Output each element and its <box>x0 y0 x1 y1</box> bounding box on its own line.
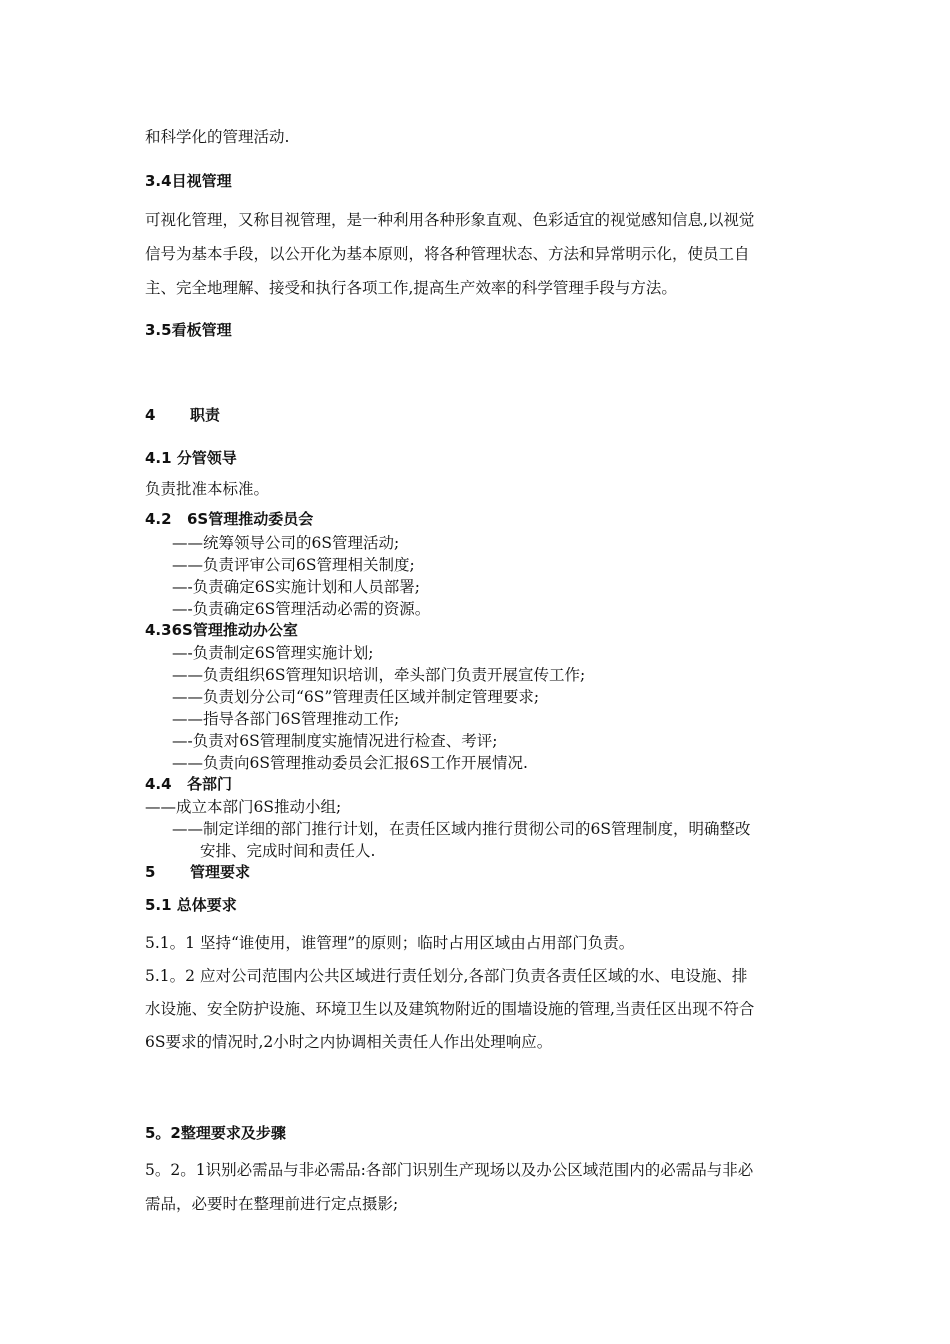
paragraph-line-text: 可视化管理，又称目视管理，是一种利用各种形象直观、色彩适宜的视觉感知信息,以视觉 <box>145 211 755 229</box>
section-heading-4-4: 各部门 <box>187 775 233 793</box>
paragraph-line <box>145 1160 805 1180</box>
section-heading-4-2: 6S管理推动委员会 <box>187 510 314 528</box>
section-heading-3-4: 3.4目视管理 <box>145 172 232 190</box>
list-item <box>172 819 806 839</box>
paragraph-line: 5.1。1 坚持“谁使用，谁管理”的原则；临时占用区域由占用部门负责。 <box>145 934 635 952</box>
paragraph-line: 负责批准本标准。 <box>145 480 270 498</box>
list-item-continuation: 安排、完成时间和责任人. <box>200 842 376 860</box>
section-heading-5-1: 5.1 总体要求 <box>145 896 237 914</box>
list-item: ——成立本部门6S推动小组; <box>145 798 342 816</box>
paragraph-line <box>145 210 805 230</box>
paragraph-line <box>145 999 805 1019</box>
list-item: ——负责评审公司6S管理相关制度; <box>172 556 415 574</box>
paragraph-line-text: 5.1。2 应对公司范围内公共区域进行责任划分,各部门负责各责任区域的水、电设施、排 <box>145 967 748 985</box>
section-number-4-4: 4.4 <box>145 775 172 793</box>
list-item: ——负责划分公司“6S”管理责任区域并制定管理要求; <box>172 688 540 706</box>
list-item-text: ——制定详细的部门推行计划，在责任区域内推行贯彻公司的6S管理制度，明确整改 <box>172 820 751 838</box>
paragraph-line: 需品，必要时在整理前进行定点摄影; <box>145 1195 399 1213</box>
list-item: ——统筹领导公司的6S管理活动; <box>172 534 400 552</box>
paragraph-line-text: 5。2。1识别必需品与非必需品:各部门识别生产现场以及办公区域范围内的必需品与非必 <box>145 1161 754 1179</box>
paragraph-line: 和科学化的管理活动. <box>145 128 290 146</box>
list-item: —-负责确定6S管理活动必需的资源。 <box>172 600 431 618</box>
list-item: —-负责制定6S管理实施计划; <box>172 644 374 662</box>
section-number-4: 4 <box>145 406 156 424</box>
list-item: ——指导各部门6S管理推动工作; <box>172 710 400 728</box>
section-heading-4-1: 4.1 分管领导 <box>145 449 237 467</box>
paragraph-line-text: 信号为基本手段，以公开化为基本原则，将各种管理状态、方法和异常明示化，使员工自 <box>145 245 750 263</box>
paragraph-line: 6S要求的情况时,2小时之内协调相关责任人作出处理响应。 <box>145 1033 553 1051</box>
list-item: ——负责向6S管理推动委员会汇报6S工作开展情况. <box>172 754 528 772</box>
section-heading-5: 管理要求 <box>190 863 251 881</box>
section-heading-4-3: 4.36S管理推动办公室 <box>145 621 298 639</box>
paragraph-line <box>145 244 805 264</box>
list-item: —-负责确定6S实施计划和人员部署; <box>172 578 420 596</box>
section-heading-4: 职责 <box>190 406 221 424</box>
section-number-4-2: 4.2 <box>145 510 172 528</box>
paragraph-line-text: 水设施、安全防护设施、环境卫生以及建筑物附近的围墙设施的管理,当责任区出现不符合 <box>145 1000 755 1018</box>
section-heading-5-2: 5。2整理要求及步骤 <box>145 1124 286 1142</box>
list-item: ——负责组织6S管理知识培训，牵头部门负责开展宣传工作; <box>172 666 586 684</box>
list-item: —-负责对6S管理制度实施情况进行检查、考评; <box>172 732 498 750</box>
section-number-5: 5 <box>145 863 156 881</box>
paragraph-line: 主、完全地理解、接受和执行各项工作,提高生产效率的科学管理手段与方法。 <box>145 279 677 297</box>
section-heading-3-5: 3.5看板管理 <box>145 321 232 339</box>
paragraph-line <box>145 966 805 986</box>
